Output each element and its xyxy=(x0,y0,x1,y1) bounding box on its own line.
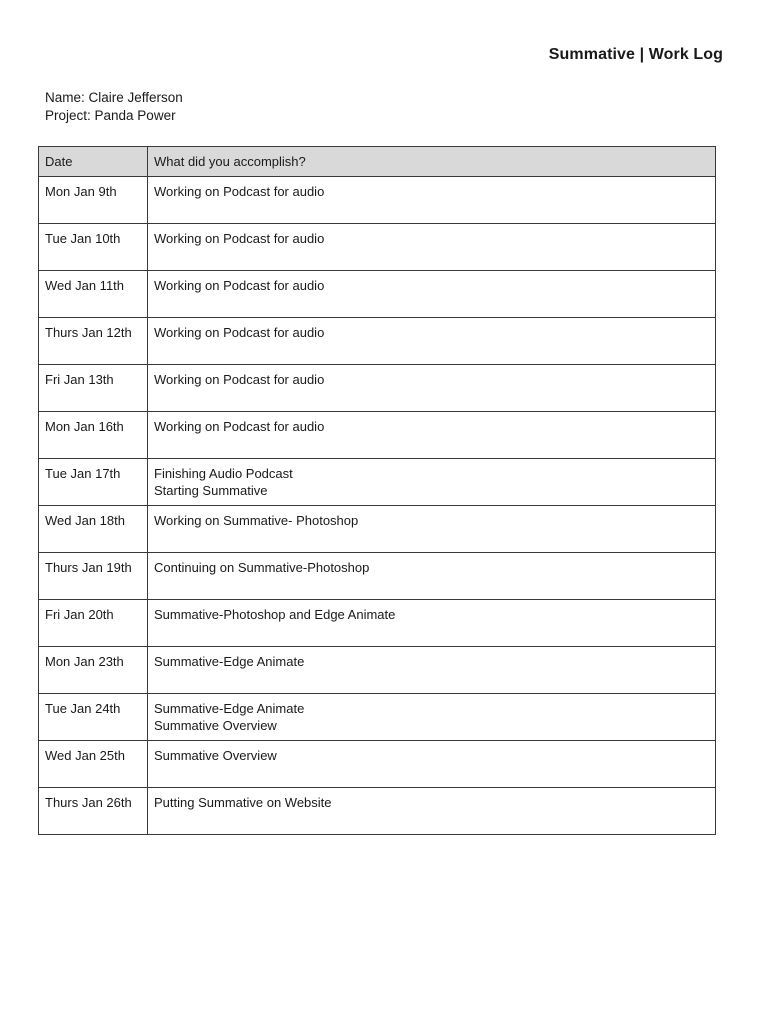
accomplishment-line: Summative-Photoshop and Edge Animate xyxy=(154,607,396,622)
accomplishment-line: Working on Podcast for audio xyxy=(154,184,325,199)
accomplishment-line: Summative Overview xyxy=(154,748,277,763)
table-row xyxy=(39,694,716,741)
table-row xyxy=(39,647,716,694)
document-meta xyxy=(45,89,183,125)
date-cell: Wed Jan 18th xyxy=(39,506,148,553)
date-cell: Tue Jan 17th xyxy=(39,459,148,506)
table-row xyxy=(39,600,716,647)
column-header-accomplishment: What did you accomplish? xyxy=(148,147,716,177)
document-title: Summative | Work Log xyxy=(548,46,723,63)
accomplishment-line: Working on Summative- Photoshop xyxy=(154,513,359,528)
date-cell: Tue Jan 24th xyxy=(39,694,148,741)
table-row xyxy=(39,788,716,835)
table-row xyxy=(39,365,716,412)
accomplishment-cell xyxy=(148,788,716,835)
column-header-date: Date xyxy=(39,147,148,177)
accomplishment-cell xyxy=(148,459,716,506)
table-row xyxy=(39,271,716,318)
work-log-body xyxy=(39,177,716,835)
table-row xyxy=(39,177,716,224)
accomplishment-cell xyxy=(148,694,716,741)
accomplishment-cell xyxy=(148,318,716,365)
date-cell: Thurs Jan 19th xyxy=(39,553,148,600)
accomplishment-line: Putting Summative on Website xyxy=(154,795,332,810)
accomplishment-cell xyxy=(148,553,716,600)
date-cell: Fri Jan 13th xyxy=(39,365,148,412)
accomplishment-line: Summative Overview xyxy=(154,718,277,733)
student-name: Name: Claire Jefferson xyxy=(45,90,183,105)
accomplishment-line: Summative-Edge Animate xyxy=(154,701,305,716)
table-row xyxy=(39,224,716,271)
accomplishment-cell xyxy=(148,224,716,271)
accomplishment-cell xyxy=(148,412,716,459)
date-cell: Wed Jan 25th xyxy=(39,741,148,788)
date-cell: Tue Jan 10th xyxy=(39,224,148,271)
date-cell: Thurs Jan 12th xyxy=(39,318,148,365)
accomplishment-line: Continuing on Summative-Photoshop xyxy=(154,560,370,575)
date-cell: Wed Jan 11th xyxy=(39,271,148,318)
accomplishment-cell xyxy=(148,600,716,647)
table-row xyxy=(39,741,716,788)
accomplishment-line: Working on Podcast for audio xyxy=(154,372,325,387)
date-cell: Mon Jan 16th xyxy=(39,412,148,459)
table-header-row xyxy=(39,147,716,177)
accomplishment-cell xyxy=(148,647,716,694)
accomplishment-line: Working on Podcast for audio xyxy=(154,325,325,340)
work-log-table xyxy=(38,146,716,835)
accomplishment-line: Working on Podcast for audio xyxy=(154,419,325,434)
accomplishment-line: Finishing Audio Podcast xyxy=(154,466,293,481)
accomplishment-cell xyxy=(148,365,716,412)
accomplishment-line: Summative-Edge Animate xyxy=(154,654,305,669)
accomplishment-cell xyxy=(148,177,716,224)
accomplishment-cell xyxy=(148,741,716,788)
table-row xyxy=(39,318,716,365)
accomplishment-cell xyxy=(148,271,716,318)
table-row xyxy=(39,553,716,600)
project-name: Project: Panda Power xyxy=(45,108,176,123)
accomplishment-cell xyxy=(148,506,716,553)
date-cell: Fri Jan 20th xyxy=(39,600,148,647)
accomplishment-line: Starting Summative xyxy=(154,483,268,498)
date-cell: Mon Jan 23th xyxy=(39,647,148,694)
date-cell: Thurs Jan 26th xyxy=(39,788,148,835)
date-cell: Mon Jan 9th xyxy=(39,177,148,224)
table-row xyxy=(39,459,716,506)
table-row xyxy=(39,412,716,459)
accomplishment-line: Working on Podcast for audio xyxy=(154,278,325,293)
table-row xyxy=(39,506,716,553)
accomplishment-line: Working on Podcast for audio xyxy=(154,231,325,246)
